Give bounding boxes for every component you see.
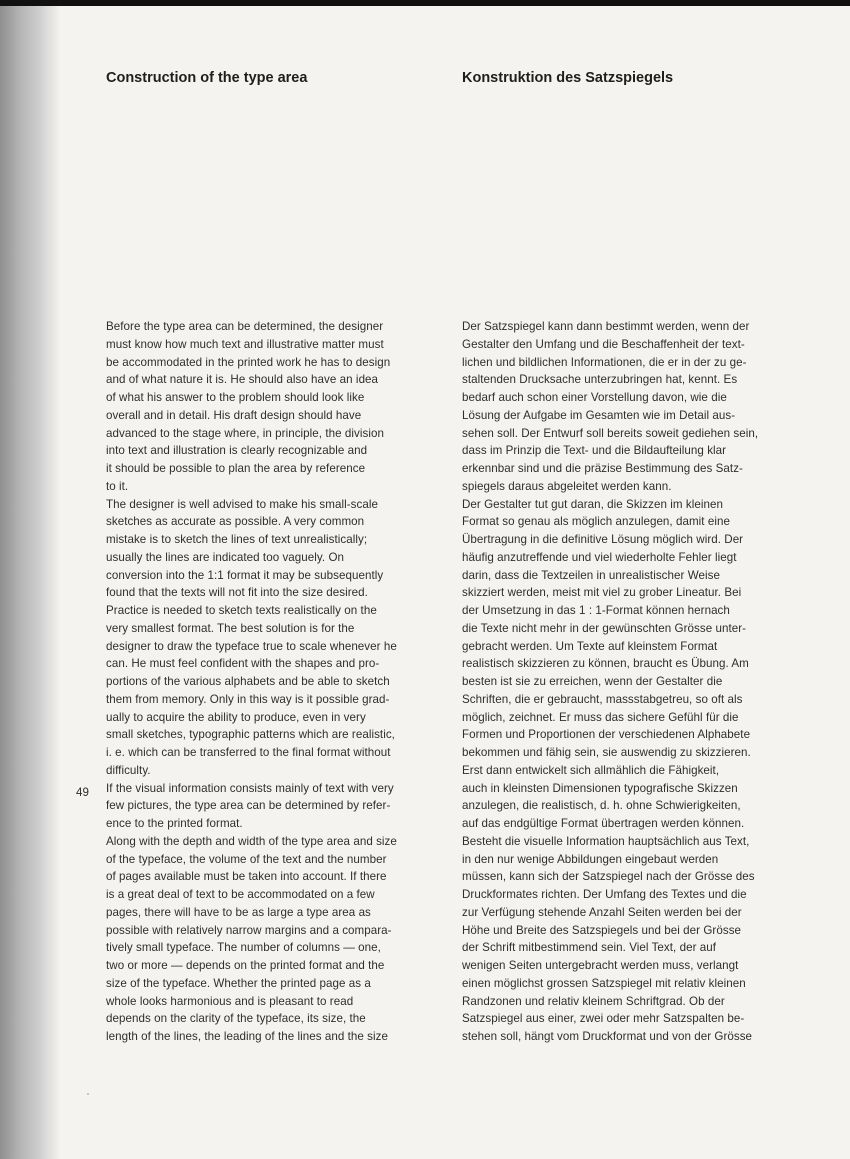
german-text-line: bekommen und fähig sein, sie auswendig zu skizzieren. (462, 746, 751, 759)
english-text-line: of pages available must be taken into account. If there (106, 870, 387, 884)
scan-top-edge (0, 0, 850, 6)
english-text-line: be accommodated in the printed work he has to design (106, 355, 391, 369)
heading-german: Konstruktion des Satzspiegels (462, 70, 674, 86)
german-text-line: auch in kleinsten Dimensionen typografische Skizzen (462, 781, 738, 795)
german-text-line: erkennbar sind und die präzise Bestimmung des Satz- (462, 462, 743, 475)
german-text-line: Höhe und Breite des Satzspiegels und bei der Grösse (462, 923, 742, 937)
english-text-line: Practice is needed to sketch texts realistically on the (106, 604, 377, 617)
english-text-line: usually the lines are indicated too vaguely. On (106, 550, 345, 564)
english-text-line: must know how much text and illustrative matter must (106, 337, 384, 351)
english-text-line: mistake is to sketch the lines of text unrealistically; (106, 533, 368, 546)
german-text-line: stehen soll, hängt vom Druckformat und von der Grösse (462, 1030, 753, 1043)
english-text-line: is a great deal of text to be accommodated on a few (106, 888, 375, 901)
german-text-line: realistisch skizzieren zu können, braucht es Übung. Am (462, 657, 749, 671)
german-text-line: gebracht werden. Um Texte auf kleinstem Format (462, 639, 718, 653)
english-text-line: of what his answer to the problem should look like (106, 391, 365, 404)
german-text-line: darin, dass die Textzeilen in unrealistischer Weise (462, 568, 720, 582)
english-text-line: of the typeface, the volume of the text and the number (106, 852, 387, 866)
english-text-line: possible with relatively narrow margins and a compara- (106, 923, 392, 937)
german-text-line: bedarf auch schon einer Vorstellung davon, wie die (462, 391, 727, 404)
german-text-line: der Umsetzung in das 1 : 1-Format können hernach (462, 604, 730, 617)
german-text-line: in den nur wenige Abbildungen eingebaut werden (462, 852, 719, 866)
german-text-line: staltenden Drucksache unterzubringen hat, kennt. Es (462, 373, 738, 387)
german-text-line: der Schrift mitbestimmend sein. Viel Text, der auf (462, 941, 717, 955)
german-text-line: besten ist sie zu erreichen, wenn der Gestalter die (462, 675, 723, 688)
german-text-line: müssen, kann sich der Satzspiegel nach der Grösse des (462, 870, 755, 884)
german-text-line: dass im Prinzip die Text- und die Bildaufteilung klar (462, 444, 727, 458)
english-text-line: ence to the printed format. (106, 817, 243, 830)
german-text-line: Der Satzspiegel kann dann bestimmt werden, wenn der (462, 320, 750, 333)
german-text-line: Übertragung in die definitive Lösung möglich wird. Der (462, 533, 744, 546)
english-text-line: ually to acquire the ability to produce, even in very (106, 710, 366, 724)
german-text-line: lichen und bildlichen Informationen, die er in der zu ge- (462, 355, 747, 369)
english-text-line: Before the type area can be determined, the designer (106, 320, 384, 333)
english-text-line: size of the typeface. Whether the printed page as a (106, 976, 371, 990)
german-text-line: skizziert werden, meist mit viel zu grober Lineatur. Bei (462, 586, 742, 600)
german-text-line: die Texte nicht mehr in der gewünschten Grösse unter- (462, 621, 747, 635)
english-text-line: found that the texts will not fit into the size desired. (106, 586, 368, 600)
german-text-line: Lösung der Aufgabe im Gesamten wie im Detail aus- (462, 408, 736, 422)
german-text-line: Gestalter den Umfang und die Beschaffenheit der text- (462, 337, 745, 351)
english-text-line: If the visual information consists mainly of text with very (106, 781, 394, 795)
english-text-column (106, 318, 441, 1046)
german-text-line: Format so genau als möglich anzulegen, damit eine (462, 515, 730, 529)
german-text-line: Erst dann entwickelt sich allmählich die Fähigkeit, (462, 763, 720, 777)
english-text-line: depends on the clarity of the typeface, its size, the (106, 1012, 366, 1026)
english-text-line: overall and in detail. His draft design should have (106, 408, 362, 422)
english-text-line: into text and illustration is clearly recognizable and (106, 444, 368, 458)
english-text-line: i. e. which can be transferred to the final format without (106, 746, 391, 759)
english-text-line: Along with the depth and width of the type area and size (106, 834, 397, 848)
book-spine-gutter (0, 6, 50, 1159)
english-text-line: few pictures, the type area can be determined by refer- (106, 799, 391, 813)
german-text-line: möglich, zeichnet. Er muss das sichere Gefühl für die (462, 710, 739, 724)
english-text-line: to it. (106, 479, 129, 493)
english-text-line: them from memory. Only in this way is it possible grad- (106, 692, 390, 706)
german-text-line: häufig anzutreffende und viel wiederholte Fehler liegt (462, 550, 737, 564)
english-text-line: very smallest format. The best solution is for the (106, 621, 355, 635)
english-text-line: can. He must feel confident with the shapes and pro- (106, 657, 380, 671)
english-text-line: The designer is well advised to make his small-scale (106, 497, 378, 511)
german-text-line: sehen soll. Der Entwurf soll bereits soweit gediehen sein, (462, 426, 759, 440)
german-text-line: Satzspiegel aus einer, zwei oder mehr Satzspalten be- (462, 1012, 745, 1026)
english-text-line: pages, there will have to be as large a type area as (106, 905, 371, 919)
english-text-line: tively small typeface. The number of columns — one, (106, 941, 381, 955)
heading-english: Construction of the type area (106, 70, 308, 86)
german-text-line: spiegels daraus abgeleitet werden kann. (462, 479, 672, 493)
paper-speck (87, 1093, 89, 1095)
german-text-column (462, 318, 804, 1046)
german-text-line: Randzonen und relativ kleinem Schriftgrad. Ob der (462, 994, 725, 1008)
german-text-line: wenigen Seiten untergebracht werden muss, verlangt (462, 959, 739, 972)
german-text-line: Besteht die visuelle Information hauptsächlich aus Text, (462, 834, 750, 848)
german-text-line: Schriften, die er gebraucht, massstabgetreu, so oft als (462, 692, 743, 706)
english-text-line: conversion into the 1:1 format it may be subsequently (106, 568, 384, 582)
page-number: 49 (76, 786, 89, 799)
english-text-line: length of the lines, the leading of the lines and the size (106, 1030, 388, 1043)
german-text-line: anzulegen, die realistisch, d. h. ohne Schwierigkeiten, (462, 799, 741, 813)
english-text-line: two or more — depends on the printed format and the (106, 959, 385, 972)
english-text-line: advanced to the stage where, in principle, the division (106, 426, 384, 440)
english-text-line: whole looks harmonious and is pleasant to read (106, 994, 354, 1008)
german-text-line: auf das endgültige Format übertragen werden können. (462, 817, 745, 830)
german-text-line: Der Gestalter tut gut daran, die Skizzen im kleinen (462, 497, 723, 511)
german-text-line: zur Verfügung stehende Anzahl Seiten werden bei der (462, 905, 742, 919)
english-text-line: it should be possible to plan the area by reference (106, 462, 366, 475)
english-text-line: sketches as accurate as possible. A very common (106, 515, 365, 529)
german-text-line: Druckformates richten. Der Umfang des Textes und die (462, 888, 747, 901)
english-text-line: and of what nature it is. He should also have an idea (106, 373, 379, 387)
english-text-line: portions of the various alphabets and be able to sketch (106, 675, 390, 688)
german-text-line: Formen und Proportionen der verschiedenen Alphabete (462, 728, 751, 742)
english-text-line: designer to draw the typeface true to scale whenever he (106, 639, 397, 653)
gutter-shadow (50, 6, 60, 1159)
german-text-line: einen möglichst grossen Satzspiegel mit relativ kleinen (462, 976, 746, 990)
english-text-line: difficulty. (106, 763, 151, 777)
english-text-line: small sketches, typographic patterns which are realistic, (106, 728, 395, 742)
